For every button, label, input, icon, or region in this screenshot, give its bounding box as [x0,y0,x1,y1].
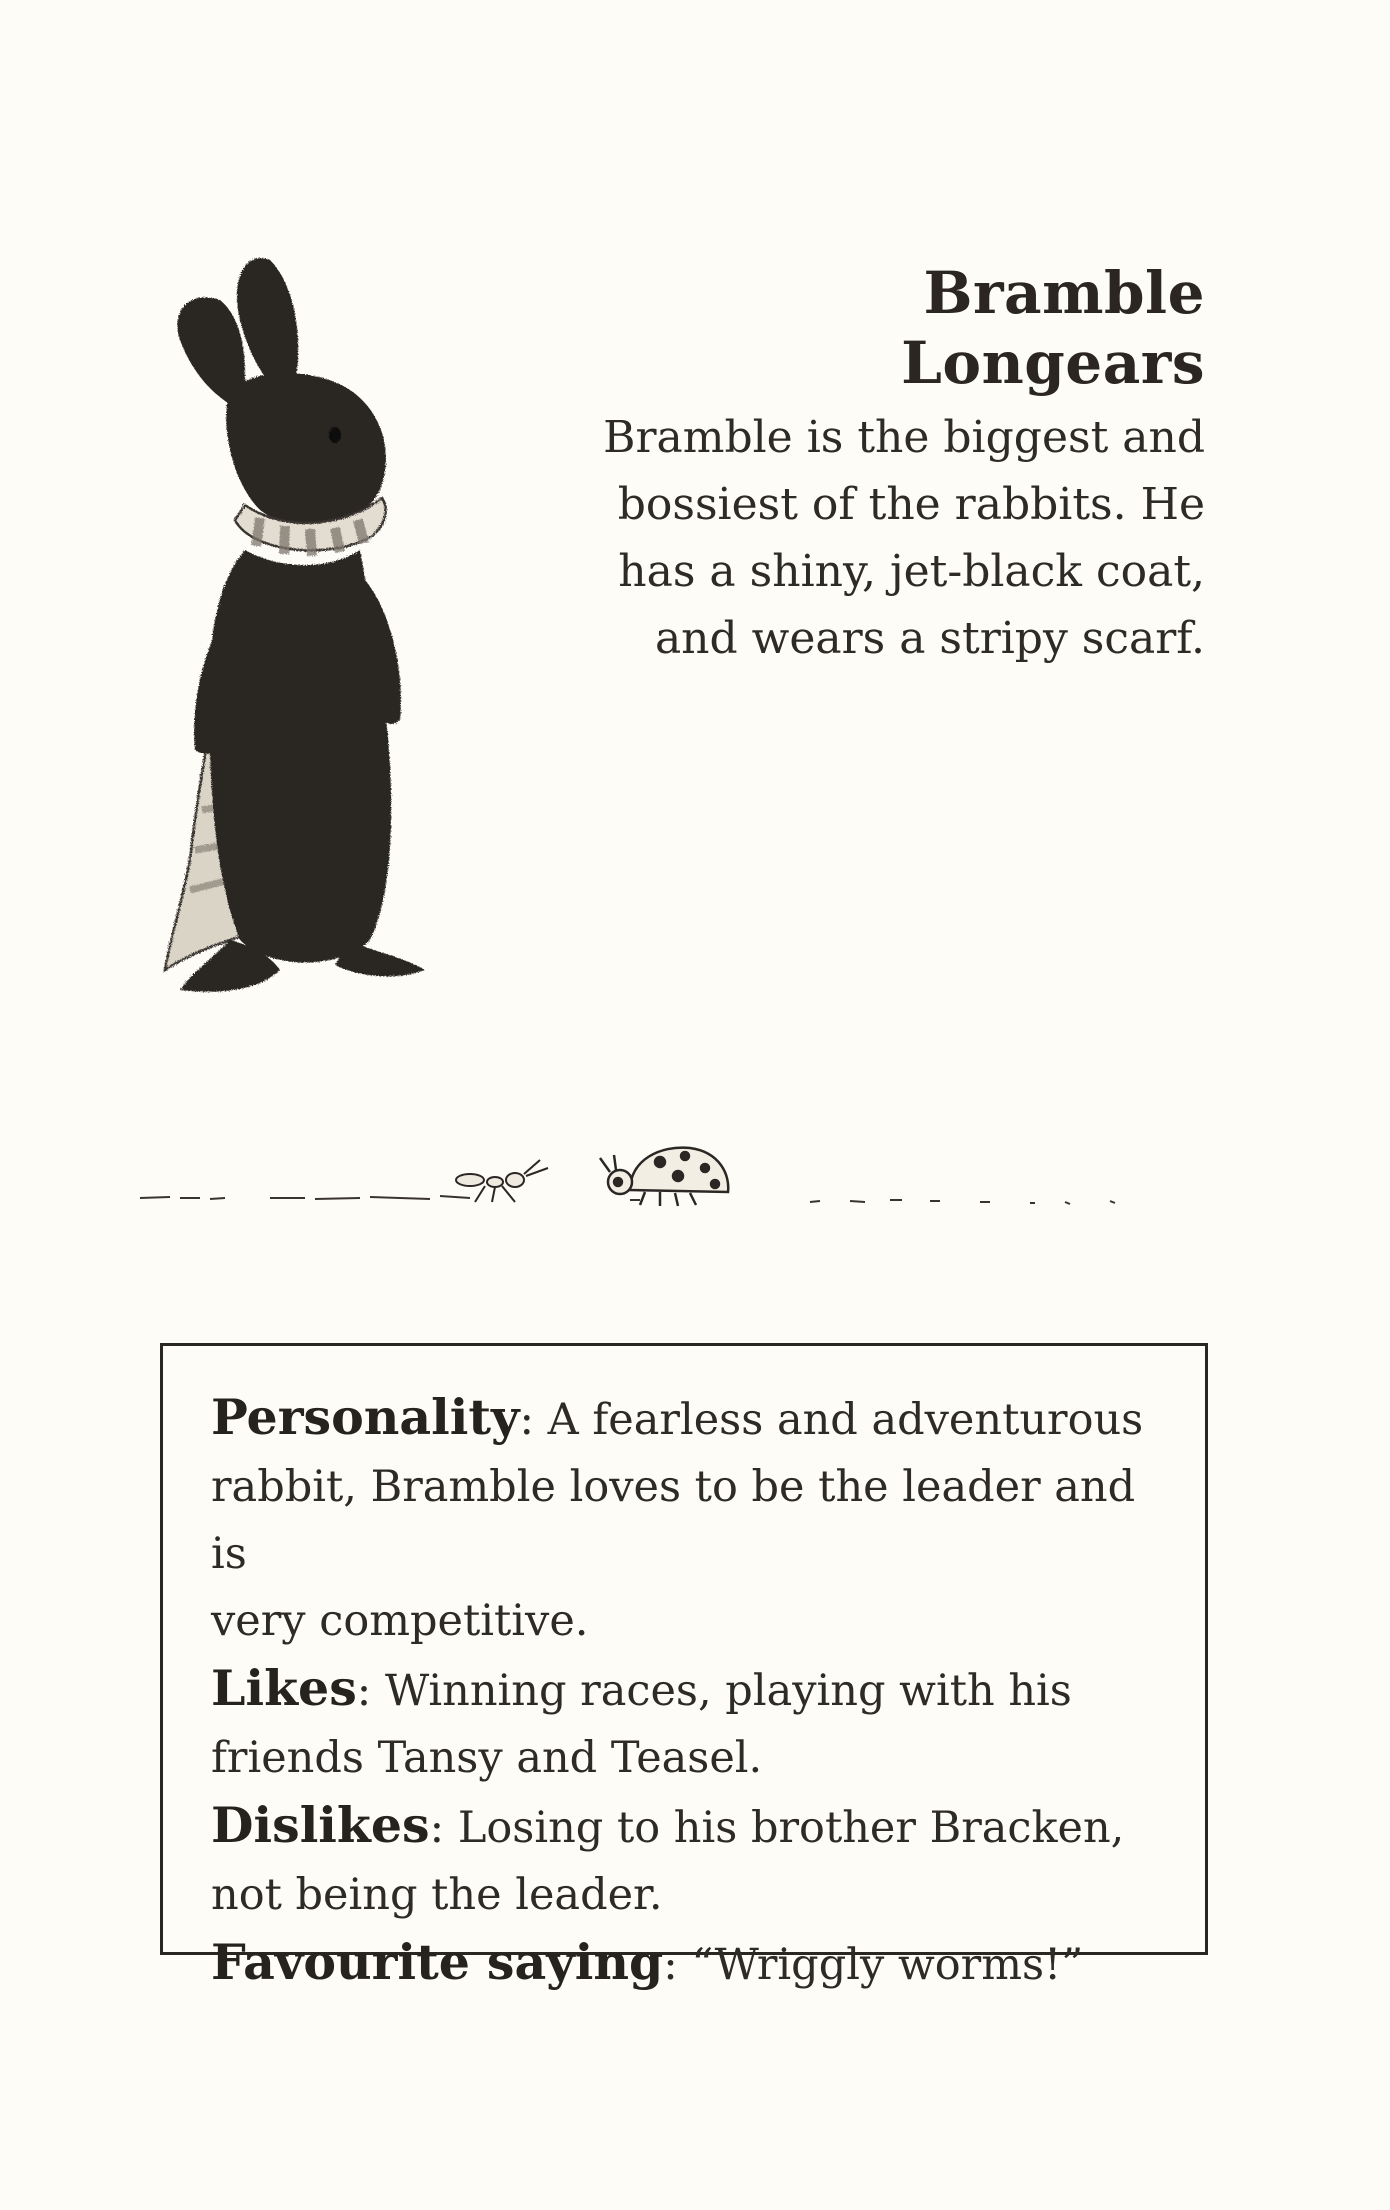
favourite-saying-entry [211,1929,1165,1999]
ground-line [140,1196,1115,1204]
favourite-saying-label: Favourite saying [211,1933,664,1991]
description-line: bossiest of the rabbits. He [617,479,1205,530]
rabbit-illustration [150,250,570,1020]
favourite-saying-text: “Wriggly worms!” [691,1940,1084,1990]
ground-strip-illustration [130,1110,1260,1230]
dislikes-label: Dislikes [211,1796,430,1854]
personality-entry [211,1384,1165,1454]
dislikes-entry [211,1792,1165,1862]
separator: : [429,1803,445,1853]
likes-label: Likes [211,1659,357,1717]
personality-label: Personality [211,1388,520,1446]
likes-text: Winning races, playing with his [384,1666,1072,1716]
character-info-box [160,1343,1208,1991]
personality-text: A fearless and adventurous [547,1395,1144,1445]
character-intro [600,258,1205,672]
likes-entry [211,1655,1165,1725]
description-line: Bramble is the biggest and [603,412,1205,463]
ant-icon [456,1160,548,1202]
likes-text-line: friends Tansy and Teasel. [211,1733,763,1783]
separator: : [663,1940,678,1990]
personality-text-line: very competitive. [211,1596,589,1646]
character-name: Bramble Longears [901,259,1205,397]
dislikes-text: Losing to his brother Bracken, [457,1803,1125,1853]
description-line: has a shiny, jet-black coat, [618,546,1205,597]
dislikes-text-line: not being the leader. [211,1870,663,1920]
personality-text-line: rabbit, Bramble loves to be the leader and is [211,1462,1136,1579]
separator: : [519,1395,534,1445]
ladybird-icon [600,1148,728,1206]
separator: : [356,1666,372,1716]
description-line: and wears a stripy scarf. [654,613,1205,664]
